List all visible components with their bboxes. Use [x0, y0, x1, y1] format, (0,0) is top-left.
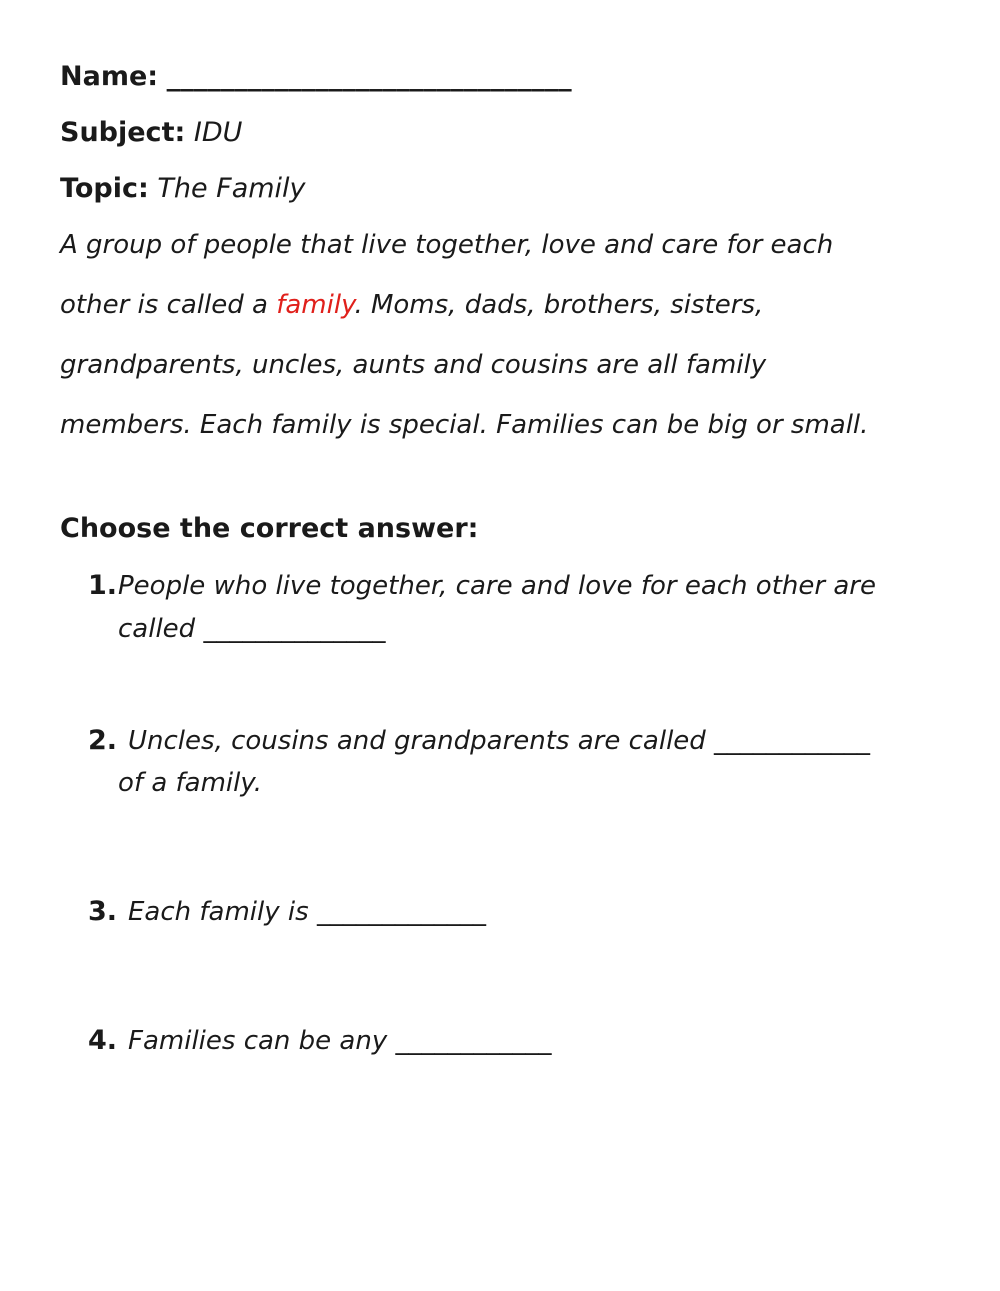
passage-line-1: A group of people that live together, love and care for each	[60, 230, 834, 260]
topic-value: The Family	[157, 173, 306, 204]
name-label: Name:	[60, 61, 159, 92]
question-3-number: 3.	[88, 896, 118, 927]
question-2-number: 2.	[88, 725, 118, 756]
passage-line-2-start: other is called a	[60, 290, 277, 320]
subject-line	[60, 116, 242, 150]
highlight-word: family	[276, 290, 355, 320]
passage-line-2	[60, 288, 763, 322]
passage-line-4: members. Each family is special. Families can be big or small.	[60, 410, 869, 440]
question-1-number: 1.	[88, 570, 118, 601]
question-3-line-1[interactable]: Each family is _____________	[128, 897, 486, 927]
passage-line-2-end: . Moms, dads, brothers, sisters,	[354, 290, 764, 320]
question-1-line-2[interactable]: called ______________	[118, 614, 386, 644]
question-4-number: 4.	[88, 1025, 118, 1056]
name-line	[60, 60, 572, 94]
name-blank[interactable]: ______________________________	[166, 61, 572, 92]
passage-line-3: grandparents, uncles, aunts and cousins are all family	[60, 350, 767, 380]
question-2-line-1[interactable]: Uncles, cousins and grandparents are called ____________	[128, 726, 871, 756]
topic-label: Topic:	[60, 173, 149, 204]
instructions-heading: Choose the correct answer:	[60, 513, 479, 544]
topic-line	[60, 172, 306, 206]
question-2-line-2: of a family.	[118, 768, 263, 798]
subject-value: IDU	[193, 117, 243, 148]
question-1-line-1: People who live together, care and love for each other are	[118, 571, 876, 601]
question-4-line-1[interactable]: Families can be any ____________	[128, 1026, 552, 1056]
subject-label: Subject:	[60, 117, 186, 148]
